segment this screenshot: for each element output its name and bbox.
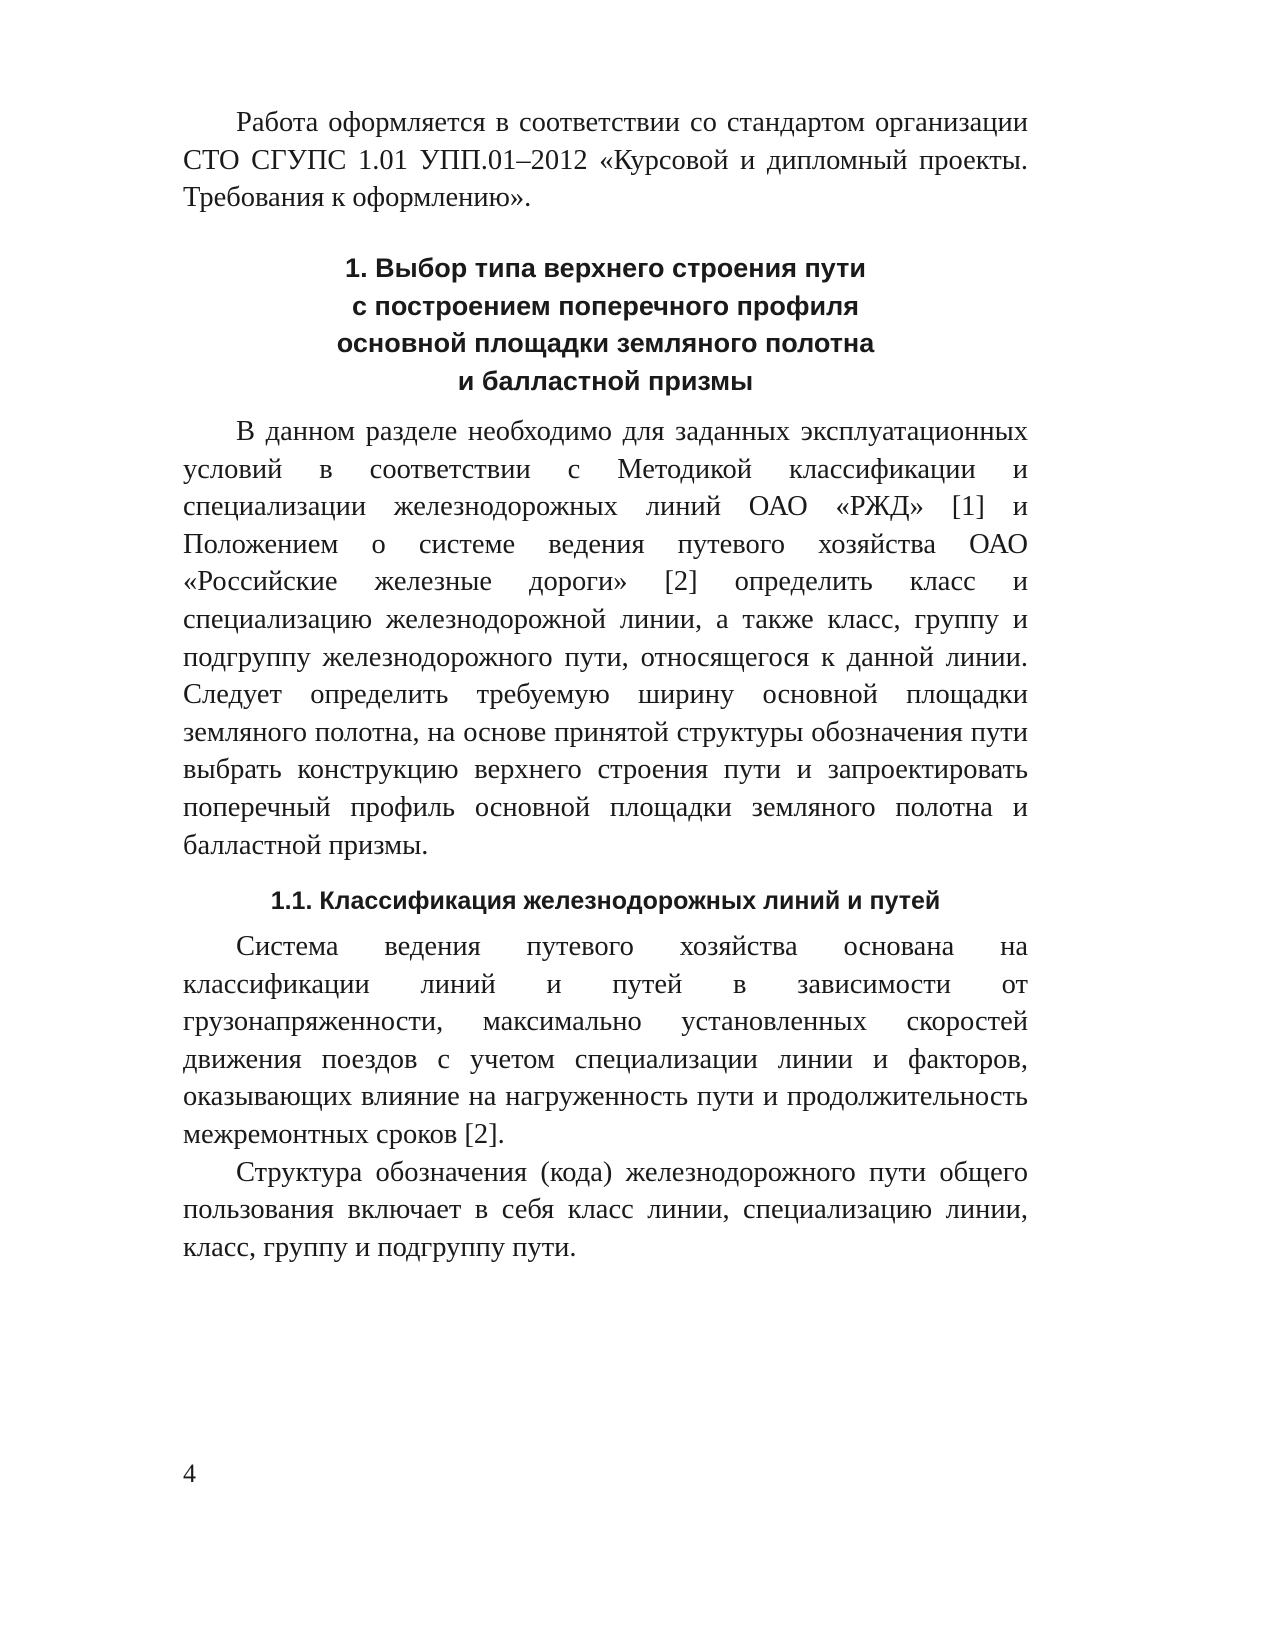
subsection-paragraph-1: Система ведения путевого хозяйства основана на классификации линий и путей в зависимости от грузонапряженности, максимально установленных скоростей движения поездов с учетом специализации линии и факторов, оказывающих влияние на нагруженность пути и продолжительность межремонтных сроков [2].	[183, 931, 1028, 1150]
section-heading-line-3: основной площадки земляного полотна	[336, 328, 875, 358]
section-heading-line-4: и балластной призмы	[457, 365, 754, 396]
page-number: 4	[183, 1459, 196, 1488]
section-text	[183, 413, 1028, 864]
section-paragraph: В данном разделе необходимо для заданных эксплуатационных условий в соответствии с Методикой классификации и специализации железнодорожных линий ОАО «РЖД» [1] и Положением о системе ведения путевого хозяйства ОАО «Российские железные дороги» [2] определить класс и специализацию железнодорожной линии, а также класс, группу и подгруппу железнодорожного пути, относящегося к данной линии. Следует определить требуемую ширину основной площадки земляного полотна, на основе принятой структуры обозначения пути выбрать конструкцию верхнего строения пути и запроектировать поперечный профиль основной площадки земляного полотна и балластной призмы.	[183, 416, 1028, 861]
intro-paragraph: Работа оформляется в соответствии со стандартом организации СТО СГУПС 1.01 УПП.01–2012 «Курсовой и дипломный проекты. Требования к оформлению».	[183, 107, 1028, 214]
subsection-paragraph-2: Структура обозначения (кода) железнодорожного пути общего пользования включает в себя класс линии, специализацию линии, класс, группу и подгруппу пути.	[183, 1156, 1028, 1263]
subsection-text	[183, 928, 1028, 1266]
intro-text	[183, 104, 1028, 217]
section-heading-line-2: с построением поперечного профиля	[352, 290, 859, 321]
section-heading	[183, 250, 1028, 400]
subsection-heading: 1.1. Классификация железнодорожных линий и путей	[270, 887, 941, 915]
section-heading-line-1: 1. Выбор типа верхнего строения пути	[345, 253, 866, 283]
